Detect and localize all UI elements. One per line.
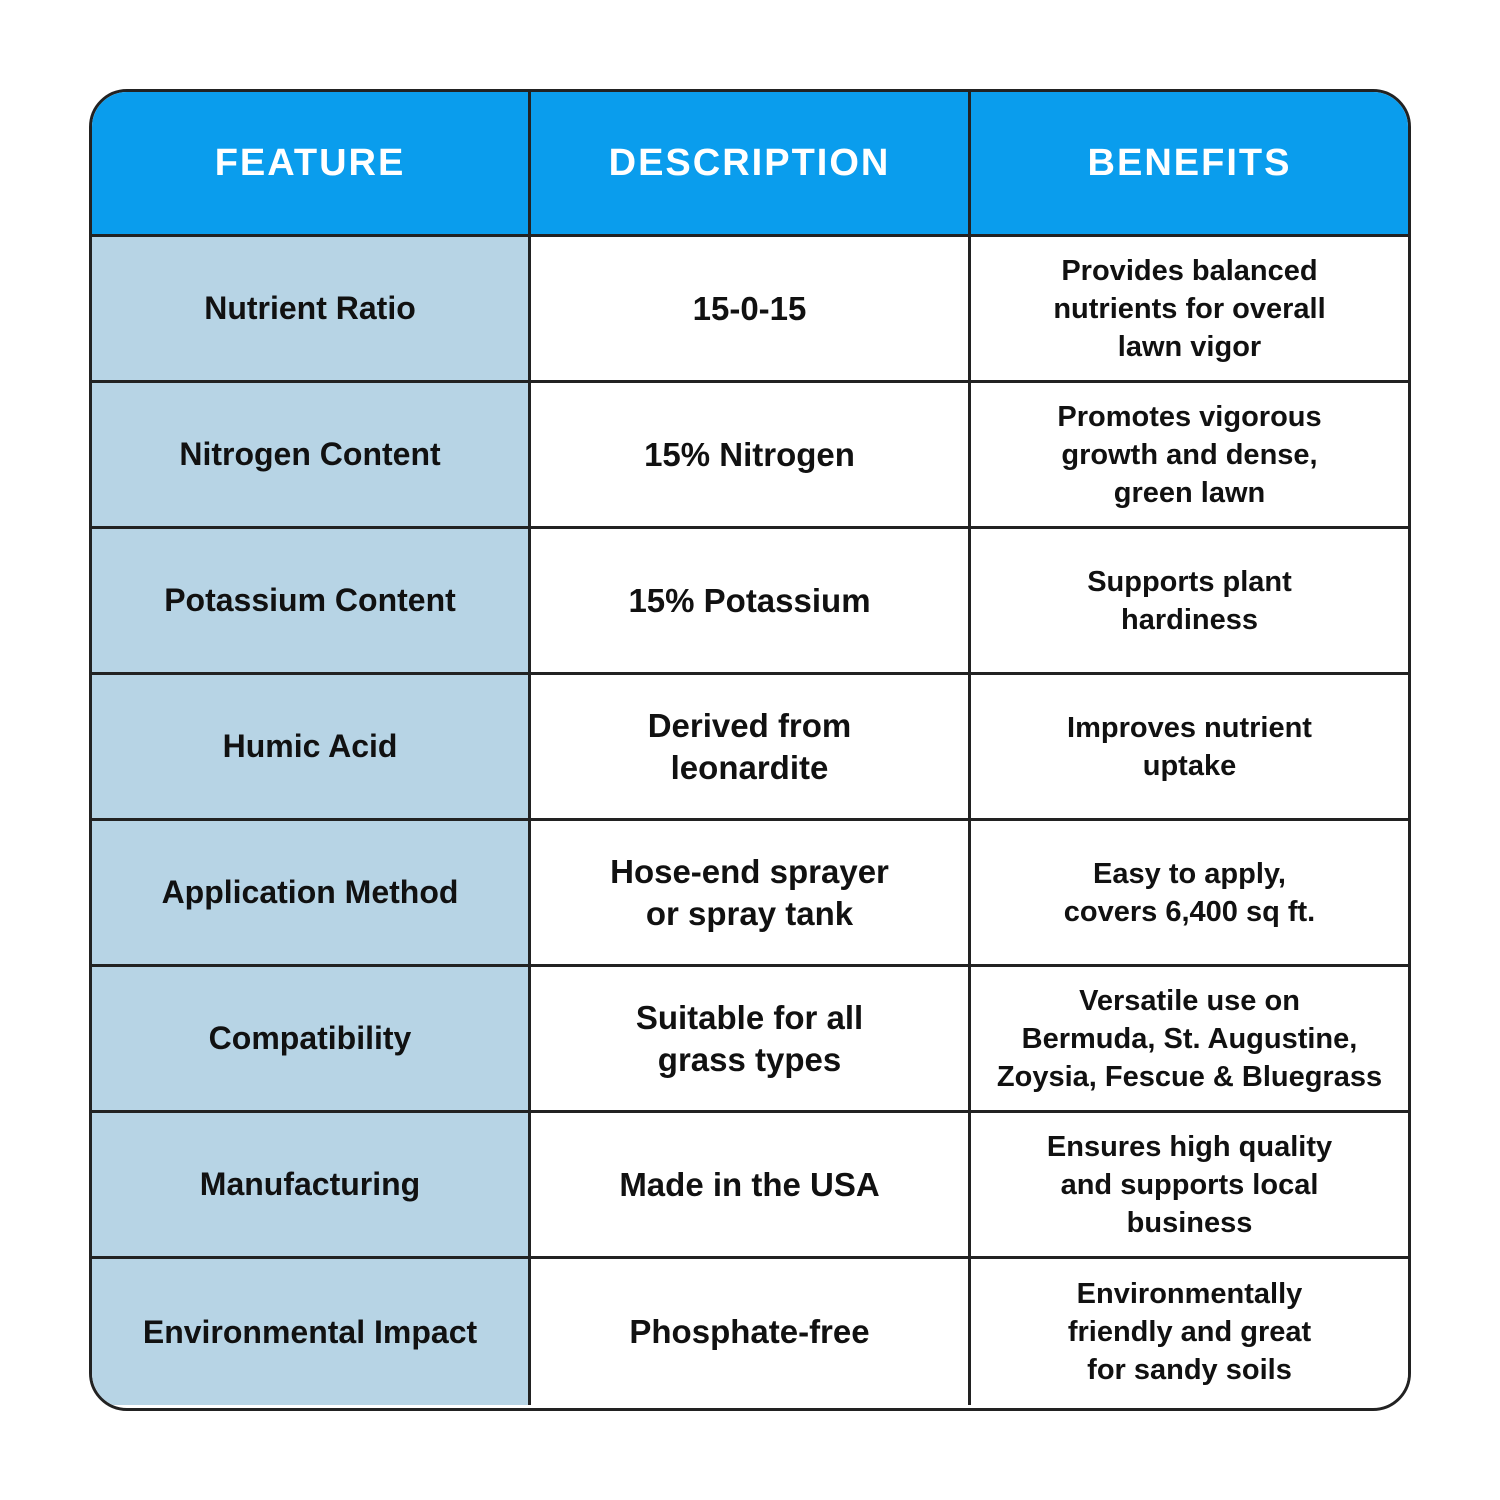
description-cell: Suitable for all grass types <box>531 967 971 1113</box>
description-cell: 15-0-15 <box>531 237 971 383</box>
feature-cell: Nutrient Ratio <box>92 237 531 383</box>
benefit-cell: Supports plant hardiness <box>971 529 1408 675</box>
description-cell: 15% Nitrogen <box>531 383 971 529</box>
feature-cell: Compatibility <box>92 967 531 1113</box>
description-cell: 15% Potassium <box>531 529 971 675</box>
description-cell: Phosphate-free <box>531 1259 971 1405</box>
feature-table-grid <box>92 92 1408 1408</box>
header-description: DESCRIPTION <box>531 92 971 237</box>
feature-cell: Manufacturing <box>92 1113 531 1259</box>
feature-table <box>89 89 1411 1411</box>
feature-cell: Environmental Impact <box>92 1259 531 1405</box>
feature-cell: Application Method <box>92 821 531 967</box>
feature-cell: Potassium Content <box>92 529 531 675</box>
benefit-cell: Improves nutrient uptake <box>971 675 1408 821</box>
feature-cell: Nitrogen Content <box>92 383 531 529</box>
benefit-cell: Ensures high quality and supports local business <box>971 1113 1408 1259</box>
description-cell: Made in the USA <box>531 1113 971 1259</box>
benefit-cell: Environmentally friendly and great for sandy soils <box>971 1259 1408 1405</box>
description-cell: Hose-end sprayer or spray tank <box>531 821 971 967</box>
header-benefits: BENEFITS <box>971 92 1408 237</box>
benefit-cell: Promotes vigorous growth and dense, green lawn <box>971 383 1408 529</box>
benefit-cell: Provides balanced nutrients for overall lawn vigor <box>971 237 1408 383</box>
header-feature: FEATURE <box>92 92 531 237</box>
benefit-cell: Versatile use on Bermuda, St. Augustine, Zoysia, Fescue & Bluegrass <box>971 967 1408 1113</box>
description-cell: Derived from leonardite <box>531 675 971 821</box>
benefit-cell: Easy to apply, covers 6,400 sq ft. <box>971 821 1408 967</box>
feature-cell: Humic Acid <box>92 675 531 821</box>
